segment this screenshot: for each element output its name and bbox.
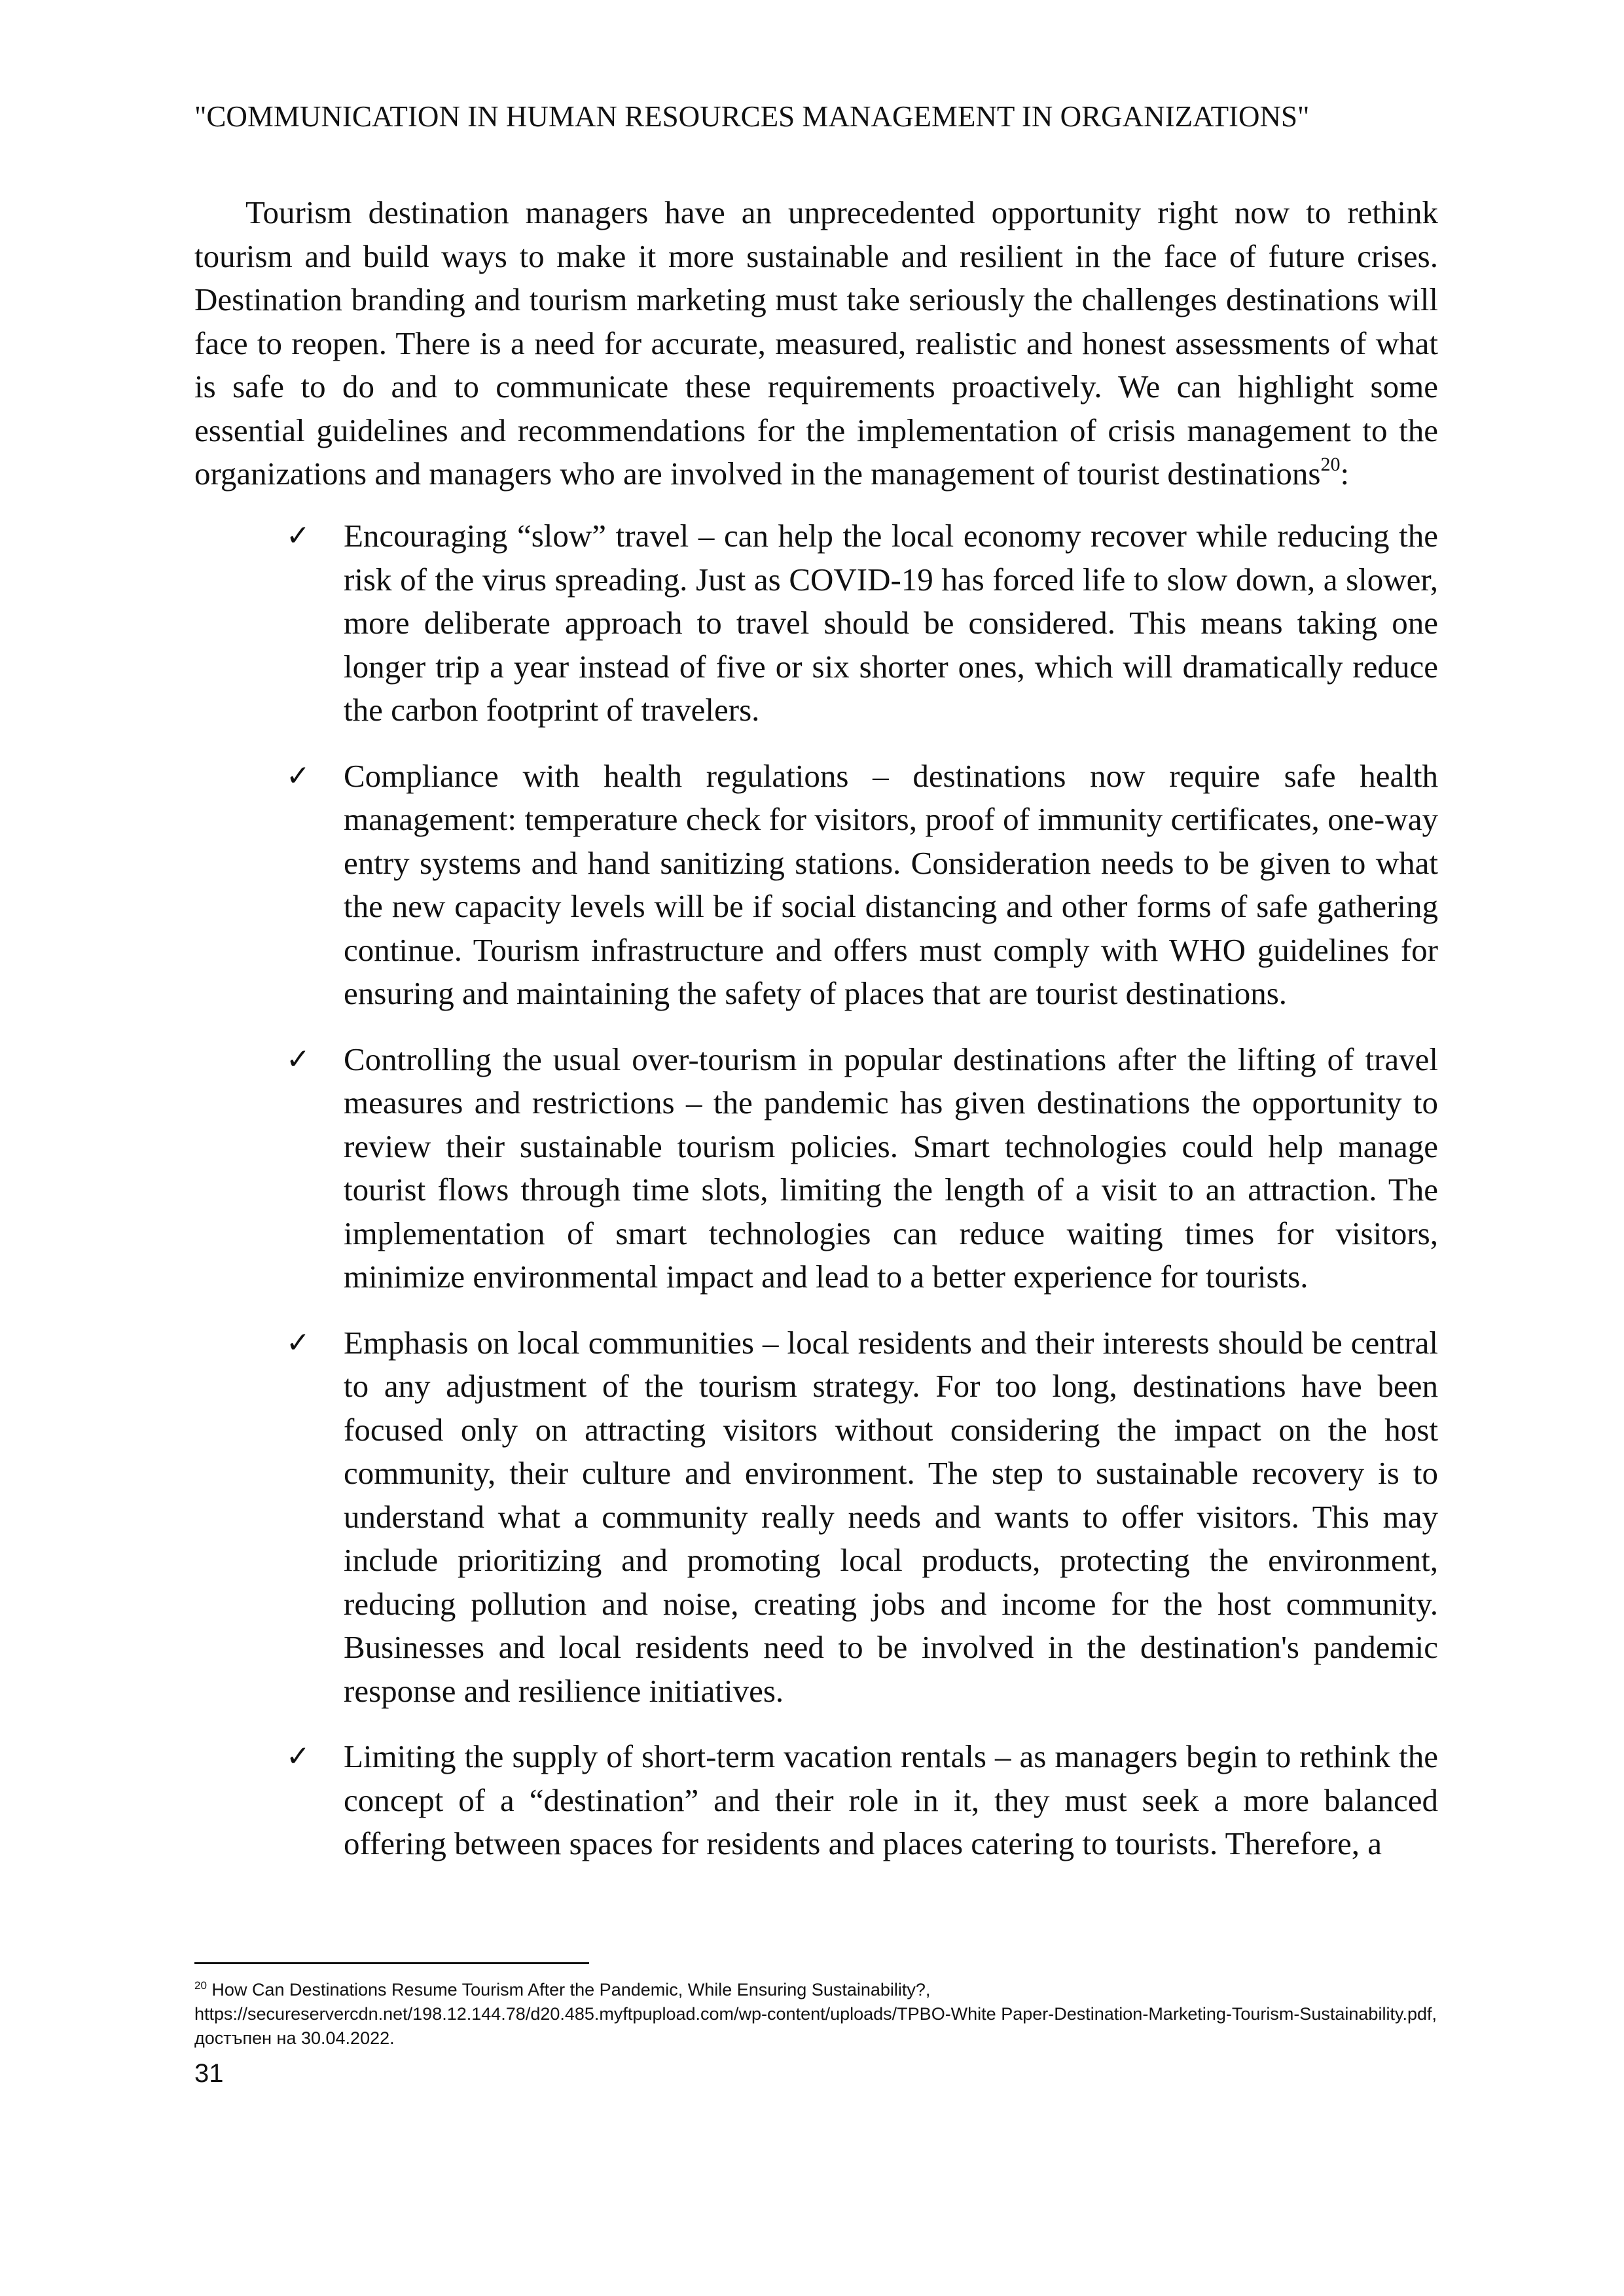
list-item-text: Controlling the usual over-tourism in popular destinations after the lifting of travel measures and restrictions – the pandemic has given destinations the opportunity to review their sustainable tourism policies. Smart technologies could help manage tourist flows through time slots, limiting the length of a visit to an attraction. The implementation of smart technologies can reduce waiting times for visitors, minimize environmental impact and lead to a better experience for tourists. <box>344 1041 1438 1295</box>
footnote-separator <box>194 1962 589 1964</box>
guidelines-list <box>194 514 1438 1888</box>
list-item-text: Emphasis on local communities – local residents and their interests should be central to any adjustment of the tourism strategy. For too long, destinations have been focused only on attracting visitors without considering the impact on the host community, their culture and environment. The step to sustainable recovery is to understand what a community really needs and wants to offer visitors. This may include prioritizing and promoting local products, protecting the environment, reducing pollution and noise, creating jobs and income for the host community. Businesses and local residents need to be involved in the destination's pandemic response and resilience initiatives. <box>344 1324 1438 1709</box>
list-item <box>194 1038 1438 1299</box>
footnote-text: How Can Destinations Resume Tourism After the Pandemic, While Ensuring Sustainability?, https://secureservercdn.net/198.12.144.78/d20.485.myftpupload.com/wp-content/uploads/TPBO-White Paper-Destination-Marketing-Tourism-Sustainability.pdf, достъпен на 30.04.2022. <box>194 1980 1437 2048</box>
intro-paragraph <box>194 191 1438 496</box>
checkmark-icon: ✓ <box>286 759 310 793</box>
checkmark-icon: ✓ <box>286 1325 310 1359</box>
list-item-text: Limiting the supply of short-term vacation rentals – as managers begin to rethink the concept of a “destination” and their role in it, they must seek a more balanced offering between spaces for residents and places catering to tourists. Therefore, a <box>344 1738 1438 1861</box>
intro-text: Tourism destination managers have an unprecedented opportunity right now to rethink tourism and build ways to make it more sustainable and resilient in the face of future crises. Destination branding and tourism marketing must take seriously the challenges destinations will face to reopen. There is a need for accurate, measured, realistic and honest assessments of what is safe to do and to communicate these requirements proactively. We can highlight some essential guidelines and recommendations for the implementation of crisis management to the organizations and managers who are involved in the management of tourist destinations <box>194 194 1438 492</box>
checkmark-icon: ✓ <box>286 519 310 552</box>
list-item-text: Encouraging “slow” travel – can help the local economy recover while reducing the risk of the virus spreading. Just as COVID-19 has forced life to slow down, a slower, more deliberate approach to travel should be considered. This means taking one longer trip a year instead of five or six shorter ones, which will dramatically reduce the carbon footprint of travelers. <box>344 518 1438 728</box>
page-number: 31 <box>194 2059 224 2088</box>
list-item <box>194 1735 1438 1866</box>
list-item-text: Compliance with health regulations – destinations now require safe health management: temperature check for visitors, proof of immunity certificates, one-way entry systems and hand sanitizing stations. Consideration needs to be given to what the new capacity levels will be if social distancing and other forms of safe gathering continue. Tourism infrastructure and offers must comply with WHO guidelines for ensuring and maintaining the safety of places that are tourist destinations. <box>344 757 1438 1011</box>
checkmark-icon: ✓ <box>286 1042 310 1076</box>
footnote-number: 20 <box>194 1979 207 1992</box>
intro-trailing-colon: : <box>1340 456 1350 492</box>
list-item <box>194 1321 1438 1713</box>
list-item <box>194 514 1438 732</box>
checkmark-icon: ✓ <box>286 1740 310 1773</box>
running-header: "COMMUNICATION IN HUMAN RESOURCES MANAGEMENT IN ORGANIZATIONS" <box>194 100 1310 133</box>
list-item <box>194 755 1438 1016</box>
footnote <box>194 1978 1438 2051</box>
footnote-reference[interactable]: 20 <box>1320 453 1341 475</box>
